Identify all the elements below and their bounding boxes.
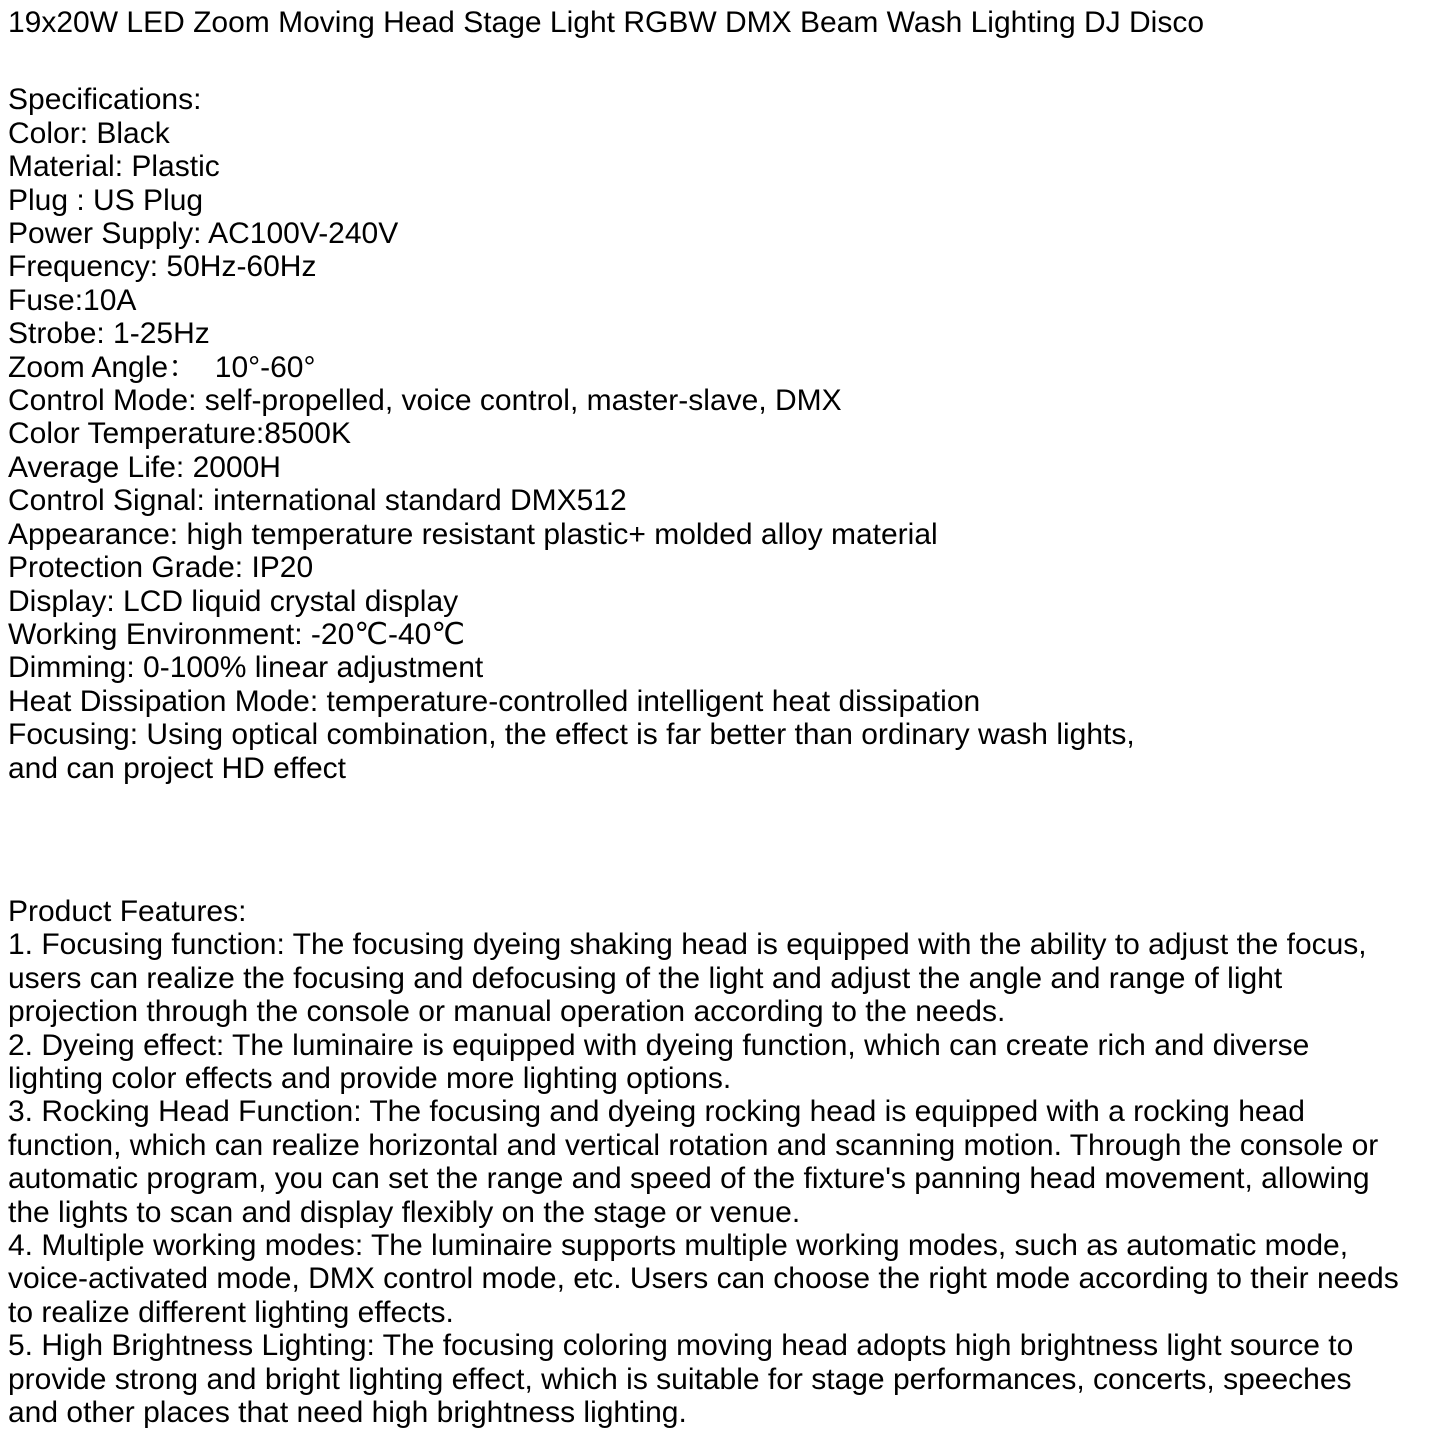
spec-color-temperature: Color Temperature:8500K [8, 417, 351, 451]
feature-3-line-1: 3. Rocking Head Function: The focusing and dyeing rocking head is equipped with a rocking head [8, 1095, 1305, 1129]
feature-5-line-1: 5. High Brightness Lighting: The focusing coloring moving head adopts high brightness light source to [8, 1329, 1354, 1363]
spec-focusing-continued: and can project HD effect [8, 751, 346, 785]
feature-2-line-2: lighting color effects and provide more lighting options. [8, 1061, 732, 1095]
feature-4-line-3: to realize different lighting effects. [8, 1295, 454, 1329]
spec-focusing: Focusing: Using optical combination, the effect is far better than ordinary wash lights, [8, 718, 1135, 752]
spec-zoom-angle: Zoom Angle： 10°-60° [8, 350, 316, 384]
spec-protection-grade: Protection Grade: IP20 [8, 551, 314, 585]
spec-heat-dissipation: Heat Dissipation Mode: temperature-controlled intelligent heat dissipation [8, 684, 981, 718]
feature-4-line-1: 4. Multiple working modes: The luminaire supports multiple working modes, such as automatic mode, [8, 1229, 1349, 1262]
features-heading: Product Features: [8, 894, 247, 928]
feature-1-line-1: 1. Focusing function: The focusing dyeing shaking head is equipped with the ability to adjust the focus, [8, 928, 1367, 962]
feature-4-line-2: voice-activated mode, DMX control mode, etc. Users can choose the right mode according to their needs [8, 1262, 1399, 1296]
blank-line [8, 39, 1437, 83]
feature-1-line-2: users can realize the focusing and defocusing of the light and adjust the angle and range of light [8, 961, 1283, 995]
spec-control-mode: Control Mode: self-propelled, voice control, master-slave, DMX [8, 384, 842, 418]
feature-3-line-3: automatic program, you can set the range and speed of the fixture's panning head movement, allowing [8, 1162, 1370, 1196]
spec-working-environment: Working Environment: -20℃-40℃ [8, 617, 466, 651]
spec-average-life: Average Life: 2000H [8, 450, 281, 484]
spec-color: Color: Black [8, 116, 170, 150]
product-title: 19x20W LED Zoom Moving Head Stage Light RGBW DMX Beam Wash Lighting DJ Disco [8, 6, 1205, 39]
blank-space [8, 785, 1437, 895]
feature-5-line-3: and other places that need high brightness lighting. [8, 1396, 687, 1430]
feature-5-line-2: provide strong and bright lighting effect, which is suitable for stage performances, concerts, speeches [8, 1362, 1352, 1396]
feature-1-line-3: projection through the console or manual operation according to the needs. [8, 995, 1006, 1029]
feature-3-line-2: function, which can realize horizontal and vertical rotation and scanning motion. Through the console or [8, 1128, 1379, 1162]
spec-appearance: Appearance: high temperature resistant plastic+ molded alloy material [8, 517, 938, 551]
spec-display: Display: LCD liquid crystal display [8, 584, 459, 618]
feature-2-line-1: 2. Dyeing effect: The luminaire is equipped with dyeing function, which can create rich and diverse [8, 1028, 1310, 1062]
spec-strobe: Strobe: 1-25Hz [8, 317, 210, 351]
spec-material: Material: Plastic [8, 150, 220, 184]
spec-dimming: Dimming: 0-100% linear adjustment [8, 651, 484, 685]
spec-power-supply: Power Supply: AC100V-240V [8, 217, 399, 251]
specifications-heading: Specifications: [8, 83, 202, 117]
spec-frequency: Frequency: 50Hz-60Hz [8, 250, 317, 284]
spec-control-signal: Control Signal: international standard DMX512 [8, 484, 627, 518]
spec-fuse: Fuse:10A [8, 283, 137, 317]
feature-3-line-4: the lights to scan and display flexibly on the stage or venue. [8, 1195, 801, 1229]
spec-plug: Plug : US Plug [8, 183, 204, 217]
